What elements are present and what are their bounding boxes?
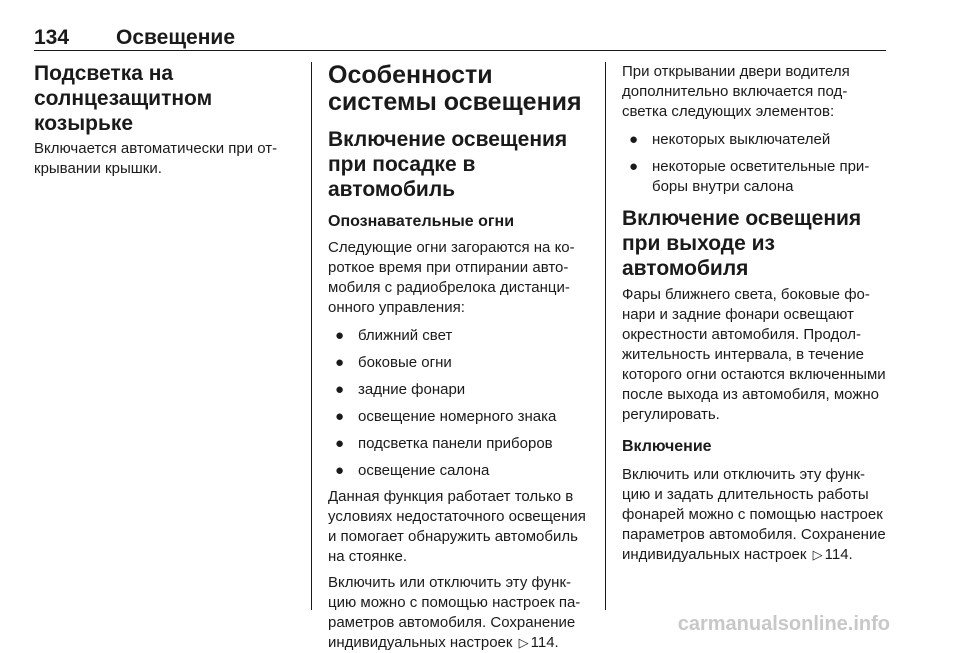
bullet-icon: ● [335,435,345,453]
bullet-icon: ● [335,327,345,345]
list-item: ● задние фонари [335,381,466,399]
list-item: ● ближний свет [335,327,453,345]
column-divider-right [605,62,606,610]
cross-reference-arrow-icon: ▷ [518,635,529,651]
header-rule [34,50,886,51]
list-item: ● некоторых выключателей [629,131,831,148]
activation-text: Включить или отключить эту функцию и задать длительность работы фонарей можно с помощью настроек параметров автомобиля. Сохранение индивидуальных настроек ▷ 114. [622,466,886,564]
page-number: 134 [34,26,70,49]
activation-heading: Включение [622,438,712,456]
list-item: ● подсветка панели приборов [335,435,553,453]
locator-lights-heading: Опознавательные огни [328,213,515,231]
door-open-list [622,130,886,197]
bullet-icon: ● [629,131,639,148]
column-divider-left [311,62,312,610]
chapter-title: Освещение [116,26,235,49]
page-reference-link[interactable]: 114. [530,634,559,652]
page-reference-link[interactable]: 114. [824,546,853,564]
exit-lighting-text: Фары ближнего света, боковые фонари и задние фонари освещают окрестности автомобиля. Продолжительность интервала, в течение которого огни остаются включенными после выхода из автомобиля, можно регулировать. [622,286,886,424]
exit-lighting-heading: Включение освещения при выходе из автомобиля [622,207,862,280]
bullet-icon: ● [335,381,345,399]
bullet-icon: ● [335,462,345,480]
visor-light-heading: Подсветка на солнцезащитном козырьке [34,62,213,135]
list-item: ● некоторые осветительные приборы внутри салона [629,158,870,195]
list-item: ● боковые огни [335,354,452,372]
watermark-text: carmanualsonline.info [677,613,890,635]
bullet-icon: ● [629,158,639,175]
list-item: ● освещение салона [335,462,490,480]
bullet-icon: ● [335,408,345,426]
locator-lights-settings: Включить или отключить эту функцию можно с помощью настроек параметров автомобиля. Сохранение индивидуальных настроек ▷ 114. [328,574,581,652]
column-1 [34,62,296,179]
locator-lights-list [328,326,590,481]
bullet-icon: ● [335,354,345,372]
column-2 [328,62,590,653]
locator-lights-condition: Данная функция работает только в условиях недостаточного освещения и помогает обнаружить автомобиль на стоянке. [328,488,586,566]
list-item: ● освещение номерного знака [335,408,557,426]
door-open-intro: При открывании двери водителя дополнительно включается подсветка следующих элементов: [622,63,850,120]
column-3 [622,62,886,565]
page-header [34,26,886,50]
locator-lights-intro: Следующие огни загораются на короткое время при отпирании автомобиля с радиобрелока дистанционного управления: [328,239,575,317]
entry-lighting-heading: Включение освещения при посадке в автомобиль [328,128,568,201]
cross-reference-arrow-icon: ▷ [812,547,823,563]
lighting-features-heading: Особенности системы освещения [328,61,582,116]
visor-light-text: Включается автоматически при открывании крышки. [34,140,278,178]
